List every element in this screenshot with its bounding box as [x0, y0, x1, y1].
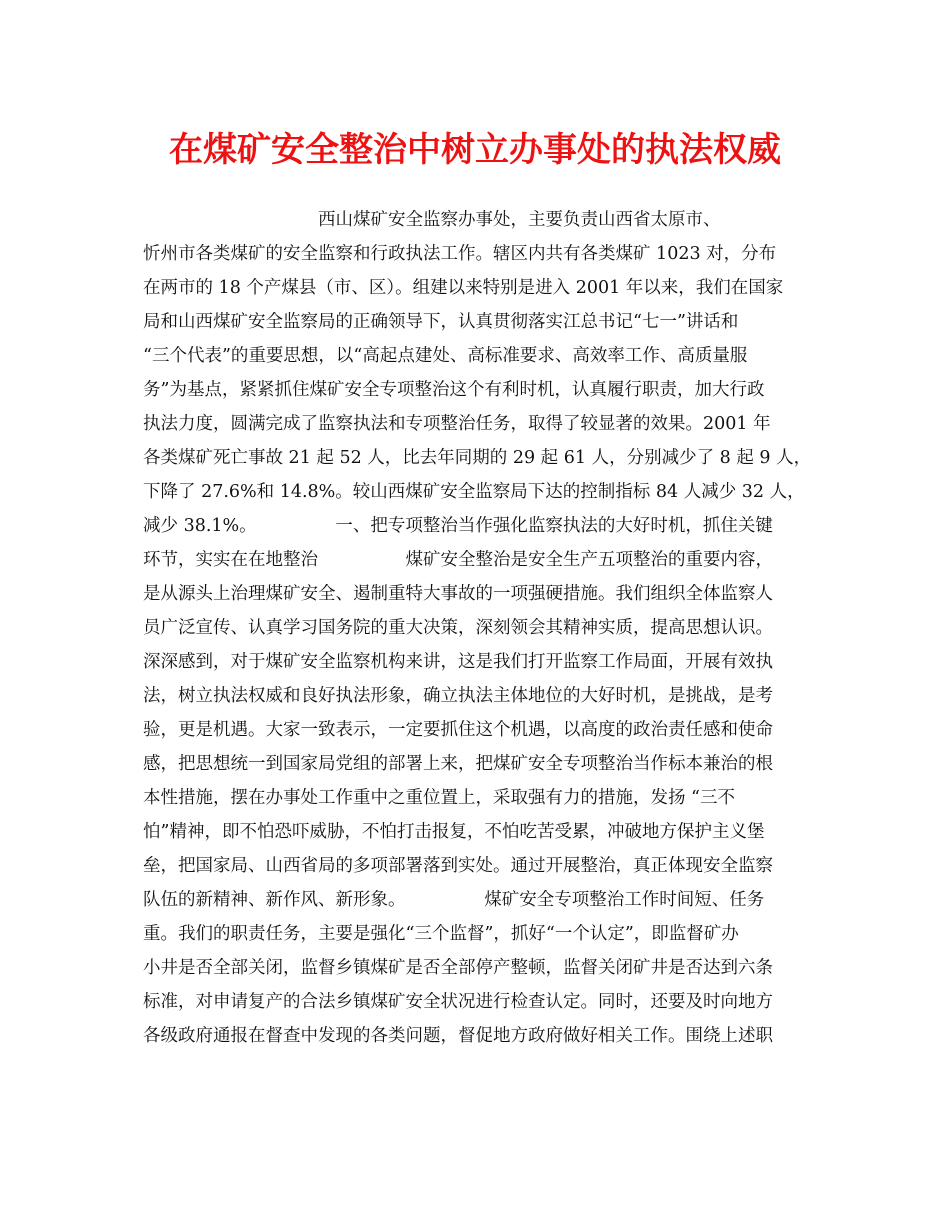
body-line: 队伍的新精神、新作风、新形象。 煤矿安全专项整治工作时间短、任务: [143, 890, 765, 910]
body-line: 是从源头上治理煤矿安全、遏制重特大事故的一项强硬措施。我们组织全体监察人: [143, 584, 773, 604]
body-line: 忻州市各类煤矿的安全监察和行政执法工作。辖区内共有各类煤矿 1023 对，分布: [143, 244, 777, 264]
body-line: 怕”精神，即不怕恐吓威胁，不怕打击报复，不怕吃苦受累，冲破地方保护主义堡: [143, 822, 765, 842]
body-line: 务”为基点，紧紧抓住煤矿安全专项整治这个有利时机，认真履行职责，加大行政: [143, 380, 765, 400]
body-line: 验，更是机遇。大家一致表示，一定要抓住这个机遇，以高度的政治责任感和使命: [143, 720, 773, 740]
body-line: 感，把思想统一到国家局党组的部署上来，把煤矿安全专项整治当作标本兼治的根: [143, 754, 773, 774]
body-line: 各级政府通报在督查中发现的各类问题，督促地方政府做好相关工作。围绕上述职: [143, 1026, 773, 1046]
body-line: 重。我们的职责任务，主要是强化“三个监督”，抓好“一个认定”，即监督矿办: [143, 924, 739, 944]
body-line: 小井是否全部关闭，监督乡镇煤矿是否全部停产整顿，监督关闭矿井是否达到六条: [143, 958, 773, 978]
body-line: 在两市的 18 个产煤县（市、区）。组建以来特别是进入 2001 年以来，我们在国家: [143, 278, 784, 298]
body-line: 西山煤矿安全监察办事处，主要负责山西省太原市、: [143, 210, 721, 230]
body-line: “三个代表”的重要思想，以“高起点建处、高标准要求、高效率工作、高质量服: [143, 346, 748, 366]
body-line: 局和山西煤矿安全监察局的正确领导下，认真贯彻落实江总书记“七一”讲话和: [143, 312, 739, 332]
body-line: 员广泛宣传、认真学习国务院的重大决策，深刻领会其精神实质，提高思想认识。: [143, 618, 773, 638]
body-line: 各类煤矿死亡事故 21 起 52 人，比去年同期的 29 起 61 人，分别减少了 8 起 9 人，: [143, 448, 811, 468]
document-title: 在煤矿安全整治中树立办事处的执法权威: [169, 130, 781, 170]
body-line: 执法力度，圆满完成了监察执法和专项整治任务，取得了较显著的效果。2001 年: [143, 414, 771, 434]
body-line: 深深感到，对于煤矿安全监察机构来讲，这是我们打开监察工作局面，开展有效执: [143, 652, 773, 672]
body-line: 减少 38.1%。 一、把专项整治当作强化监察执法的大好时机，抓住关键: [143, 516, 773, 536]
body-line: 标准，对申请复产的合法乡镇煤矿安全状况进行检查认定。同时，还要及时向地方: [143, 992, 773, 1012]
document-body: [143, 203, 811, 1053]
body-line: 下降了 27.6%和 14.8%。较山西煤矿安全监察局下达的控制指标 84 人减少 32 人，: [143, 482, 805, 502]
body-line: 垒，把国家局、山西省局的多项部署落到实处。通过开展整治，真正体现安全监察: [143, 856, 773, 876]
body-line: 法，树立执法权威和良好执法形象，确立执法主体地位的大好时机，是挑战，是考: [143, 686, 773, 706]
body-line: 环节，实实在在地整治 煤矿安全整治是安全生产五项整治的重要内容，: [143, 550, 773, 570]
body-line: 本性措施，摆在办事处工作重中之重位置上，采取强有力的措施，发扬 “三不: [143, 788, 736, 808]
